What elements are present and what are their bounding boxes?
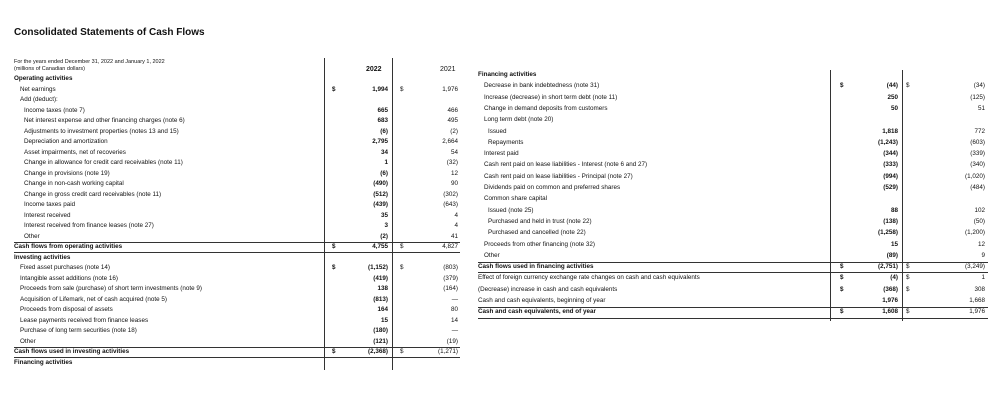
row-label: Add (deduct): [20, 96, 58, 103]
value-2021: — [451, 327, 458, 334]
value-2022: (1,258) [878, 229, 898, 237]
currency-2022: $ [332, 243, 336, 250]
statement-row [14, 148, 460, 158]
value-2021: 80 [450, 306, 458, 313]
value-2021: (164) [443, 285, 458, 292]
row-label: Cash rent paid on lease liabilities - Interest (note 6 and 27) [484, 161, 648, 169]
row-label: Net earnings [20, 85, 56, 93]
statement-row [478, 273, 988, 283]
value-2022: 1,608 [882, 308, 898, 316]
value-2021: (1,200) [965, 229, 985, 237]
statement-row [14, 263, 460, 273]
value-2022: (344) [883, 150, 898, 158]
statement-row [14, 242, 460, 252]
row-label: Income taxes (note 7) [24, 106, 85, 114]
value-2022: 2,795 [372, 138, 388, 145]
value-2022: (1,152) [368, 264, 388, 271]
currency-2022: $ [840, 82, 844, 90]
value-2021: — [451, 295, 458, 303]
column-header-2022: 2022 [366, 66, 382, 73]
statement-row [478, 262, 988, 272]
row-label: Fixed asset purchases (note 14) [20, 264, 110, 271]
currency-2021: $ [400, 243, 404, 250]
row-label: Issued [488, 127, 507, 135]
statement-row [478, 183, 988, 193]
statement-row [478, 307, 988, 317]
value-2022: 50 [890, 104, 898, 112]
value-2022: (529) [883, 184, 898, 191]
row-label: (Decrease) increase in cash and cash equivalents [478, 285, 618, 293]
statement-row [478, 115, 988, 125]
column-divider [392, 58, 393, 370]
value-2021: 14 [450, 316, 458, 324]
row-label: Other [24, 232, 40, 240]
value-2022: (44) [886, 82, 898, 90]
row-label: Interest paid [484, 150, 519, 158]
statement-row [14, 274, 460, 284]
currency-2021: $ [400, 264, 404, 271]
value-2022: 1,818 [882, 127, 898, 135]
row-label: Purchased and cancelled (note 22) [488, 229, 586, 237]
row-label: Change in gross credit card receivables (note 11) [24, 190, 162, 198]
value-2021: 1 [981, 274, 985, 282]
row-label: Common share capital [484, 195, 547, 203]
column-divider [902, 70, 903, 321]
currency-2021: $ [400, 85, 404, 93]
currency-2021: $ [400, 348, 404, 355]
statement-row [14, 347, 460, 357]
row-label: Change in allowance for credit card receivables (note 11) [24, 159, 183, 166]
value-2021: (2) [450, 127, 458, 135]
statement-row [478, 104, 988, 114]
value-2022: (813) [373, 295, 388, 303]
row-label: Cash flows used in investing activities [14, 348, 130, 355]
value-2021: (32) [446, 159, 458, 166]
statement-row [14, 137, 460, 147]
statement-row [478, 240, 988, 250]
statement-row [14, 337, 460, 347]
row-label: Decrease in bank indebtedness (note 31) [484, 82, 600, 90]
value-2022: 683 [377, 117, 388, 124]
statement-row [14, 284, 460, 294]
statement-row [478, 149, 988, 159]
value-2022: (4) [890, 274, 898, 282]
statement-row [14, 326, 460, 336]
currency-2022: $ [332, 264, 336, 271]
statement-row [478, 285, 988, 295]
row-label: Change in provisions (note 19) [24, 169, 110, 177]
statement-row [14, 316, 460, 326]
row-label: Purchase of long term securities (note 18) [20, 327, 137, 334]
statement-row [14, 85, 460, 95]
value-2022: (180) [373, 327, 388, 334]
row-label: Repayments [488, 138, 524, 146]
row-label: Dividends paid on common and preferred shares [484, 184, 621, 191]
column-divider [830, 70, 831, 321]
value-2022: (2,368) [368, 348, 388, 355]
value-2022: (512) [373, 190, 388, 198]
value-2021: 466 [447, 106, 458, 114]
value-2022: (368) [883, 285, 898, 293]
statement-row [14, 358, 460, 368]
value-2022: (1,243) [878, 138, 898, 146]
currency-2021: $ [906, 285, 910, 293]
value-2021: 54 [450, 148, 458, 156]
row-label: Other [20, 337, 36, 345]
statement-row [14, 127, 460, 137]
value-2022: (2,751) [878, 263, 898, 271]
total-rule [478, 318, 988, 319]
currency-2021: $ [906, 263, 910, 271]
value-2022: (121) [373, 337, 388, 345]
value-2022: 15 [380, 316, 388, 324]
statement-row [14, 158, 460, 168]
value-2022: (6) [380, 169, 388, 177]
currency-2022: $ [840, 308, 844, 316]
currency-2021: $ [906, 82, 910, 90]
statement-row [478, 296, 988, 306]
currency-2021: $ [906, 308, 910, 316]
row-label: Proceeds from other financing (note 32) [484, 240, 595, 248]
statement-row [14, 74, 460, 84]
row-label: Interest received from finance leases (note 27) [24, 222, 154, 229]
row-label: Increase (decrease) in short term debt (note 11) [484, 93, 618, 101]
value-2022: (994) [883, 172, 898, 180]
statement-row [478, 206, 988, 216]
currency-2022: $ [332, 85, 336, 93]
statement-row [478, 127, 988, 137]
statement-row [478, 70, 988, 80]
value-2021: (125) [970, 93, 985, 101]
row-label: Effect of foreign currency exchange rate changes on cash and cash equivalents [478, 274, 700, 282]
row-label: Change in demand deposits from customers [484, 104, 608, 112]
value-2021: (19) [446, 337, 458, 345]
statement-row [478, 194, 988, 204]
row-label: Cash and cash equivalents, beginning of year [478, 297, 606, 304]
period-header: For the years ended December 31, 2022 and January 1, 2022 [14, 59, 165, 65]
value-2022: (89) [886, 251, 898, 259]
currency-2021: $ [906, 274, 910, 282]
value-2021: 308 [974, 285, 985, 293]
row-label: Depreciation and amortization [24, 138, 108, 145]
statement-row [14, 190, 460, 200]
statement-row [14, 200, 460, 210]
statement-row [14, 221, 460, 231]
value-2022: 1,976 [882, 297, 898, 304]
row-label: Issued (note 25) [488, 206, 534, 214]
statement-row [478, 251, 988, 261]
statement-row [14, 305, 460, 315]
statement-row [14, 106, 460, 116]
value-2021: 12 [977, 240, 985, 248]
value-2021: (34) [973, 82, 985, 90]
value-2022: (333) [883, 161, 898, 169]
value-2021: (302) [443, 190, 458, 198]
value-2021: 1,976 [442, 85, 458, 93]
statement-row [478, 228, 988, 238]
statement-row [14, 253, 460, 263]
value-2021: (340) [970, 161, 985, 169]
row-label: Long term debt (note 20) [484, 116, 554, 124]
statement-row [14, 179, 460, 189]
value-2021: 4,827 [442, 243, 458, 250]
row-label: Purchased and held in trust (note 22) [488, 217, 592, 225]
value-2021: 1,976 [969, 308, 985, 316]
value-2021: 12 [450, 169, 458, 177]
statement-row [478, 217, 988, 227]
value-2021: (1,271) [438, 348, 458, 355]
column-divider [324, 58, 325, 370]
value-2021: 772 [974, 127, 985, 135]
value-2022: 34 [380, 148, 388, 156]
row-label: Income taxes paid [24, 201, 76, 208]
value-2021: 1,668 [969, 297, 985, 304]
row-label: Proceeds from sale (purchase) of short term investments (note 9) [20, 285, 202, 292]
value-2022: 15 [890, 240, 898, 248]
units-header: (millions of Canadian dollars) [14, 66, 85, 72]
value-2021: 51 [977, 104, 985, 112]
value-2021: (803) [443, 264, 458, 271]
value-2021: 4 [454, 222, 458, 229]
statement-row [478, 81, 988, 91]
value-2022: 88 [890, 206, 898, 214]
value-2021: 2,664 [442, 138, 458, 145]
statement-row [478, 172, 988, 182]
value-2021: (643) [443, 201, 458, 208]
value-2022: (419) [373, 274, 388, 282]
row-label: Other [484, 251, 500, 259]
statement-row [14, 116, 460, 126]
currency-2022: $ [840, 263, 844, 271]
value-2022: 4,755 [372, 243, 388, 250]
value-2022: (2) [380, 232, 388, 240]
statement-row [14, 295, 460, 305]
statement-row [478, 138, 988, 148]
value-2021: 41 [450, 232, 458, 240]
row-label: Cash and cash equivalents, end of year [478, 308, 596, 316]
row-label: Cash flows used in financing activities [478, 263, 594, 271]
statement-row [14, 169, 460, 179]
value-2021: 495 [447, 117, 458, 124]
row-label: Intangible asset additions (note 16) [20, 274, 119, 282]
statement-row [14, 232, 460, 242]
value-2022: 138 [377, 285, 388, 292]
column-header-2021: 2021 [440, 66, 456, 73]
row-label: Financing activities [14, 358, 73, 366]
currency-2022: $ [840, 285, 844, 293]
value-2022: 665 [377, 106, 388, 114]
row-label: Lease payments received from finance leases [20, 316, 149, 324]
value-2021: (3,249) [965, 263, 985, 271]
currency-2022: $ [840, 274, 844, 282]
value-2021: 4 [454, 211, 458, 219]
row-label: Adjustments to investment properties (notes 13 and 15) [24, 127, 179, 135]
value-2021: (603) [970, 138, 985, 146]
row-label: Cash rent paid on lease liabilities - Principal (note 27) [484, 172, 633, 180]
row-label: Financing activities [478, 71, 537, 78]
value-2022: 1,994 [372, 85, 388, 93]
row-label: Asset impairments, net of recoveries [24, 148, 126, 156]
value-2022: 164 [377, 306, 388, 313]
row-label: Cash flows from operating activities [14, 243, 123, 250]
row-label: Operating activities [14, 75, 73, 82]
value-2021: (1,020) [965, 172, 985, 180]
statement-row [478, 160, 988, 170]
row-label: Acquisition of Lifemark, net of cash acquired (note 5) [20, 295, 168, 303]
statement-row [14, 211, 460, 221]
value-2022: (490) [373, 180, 388, 187]
statement-row [478, 93, 988, 103]
value-2022: 1 [384, 159, 388, 166]
value-2021: 9 [981, 251, 985, 259]
row-label: Investing activities [14, 253, 71, 261]
statement-row [14, 95, 460, 105]
value-2022: (439) [373, 201, 388, 208]
value-2022: 250 [887, 93, 898, 101]
currency-2022: $ [332, 348, 336, 355]
value-2021: (339) [970, 150, 985, 158]
value-2021: 102 [974, 206, 985, 214]
row-label: Interest received [24, 211, 71, 219]
row-label: Net interest expense and other financing charges (note 6) [24, 117, 185, 124]
value-2022: 35 [380, 211, 388, 219]
statement-title: Consolidated Statements of Cash Flows [14, 27, 205, 38]
row-label: Change in non-cash working capital [24, 180, 124, 187]
value-2021: (379) [443, 274, 458, 282]
value-2021: (484) [970, 184, 985, 191]
value-2021: 90 [450, 180, 458, 187]
value-2021: (50) [973, 217, 985, 225]
value-2022: (6) [380, 127, 388, 135]
row-label: Proceeds from disposal of assets [20, 306, 113, 313]
value-2022: 3 [384, 222, 388, 229]
value-2022: (138) [883, 217, 898, 225]
